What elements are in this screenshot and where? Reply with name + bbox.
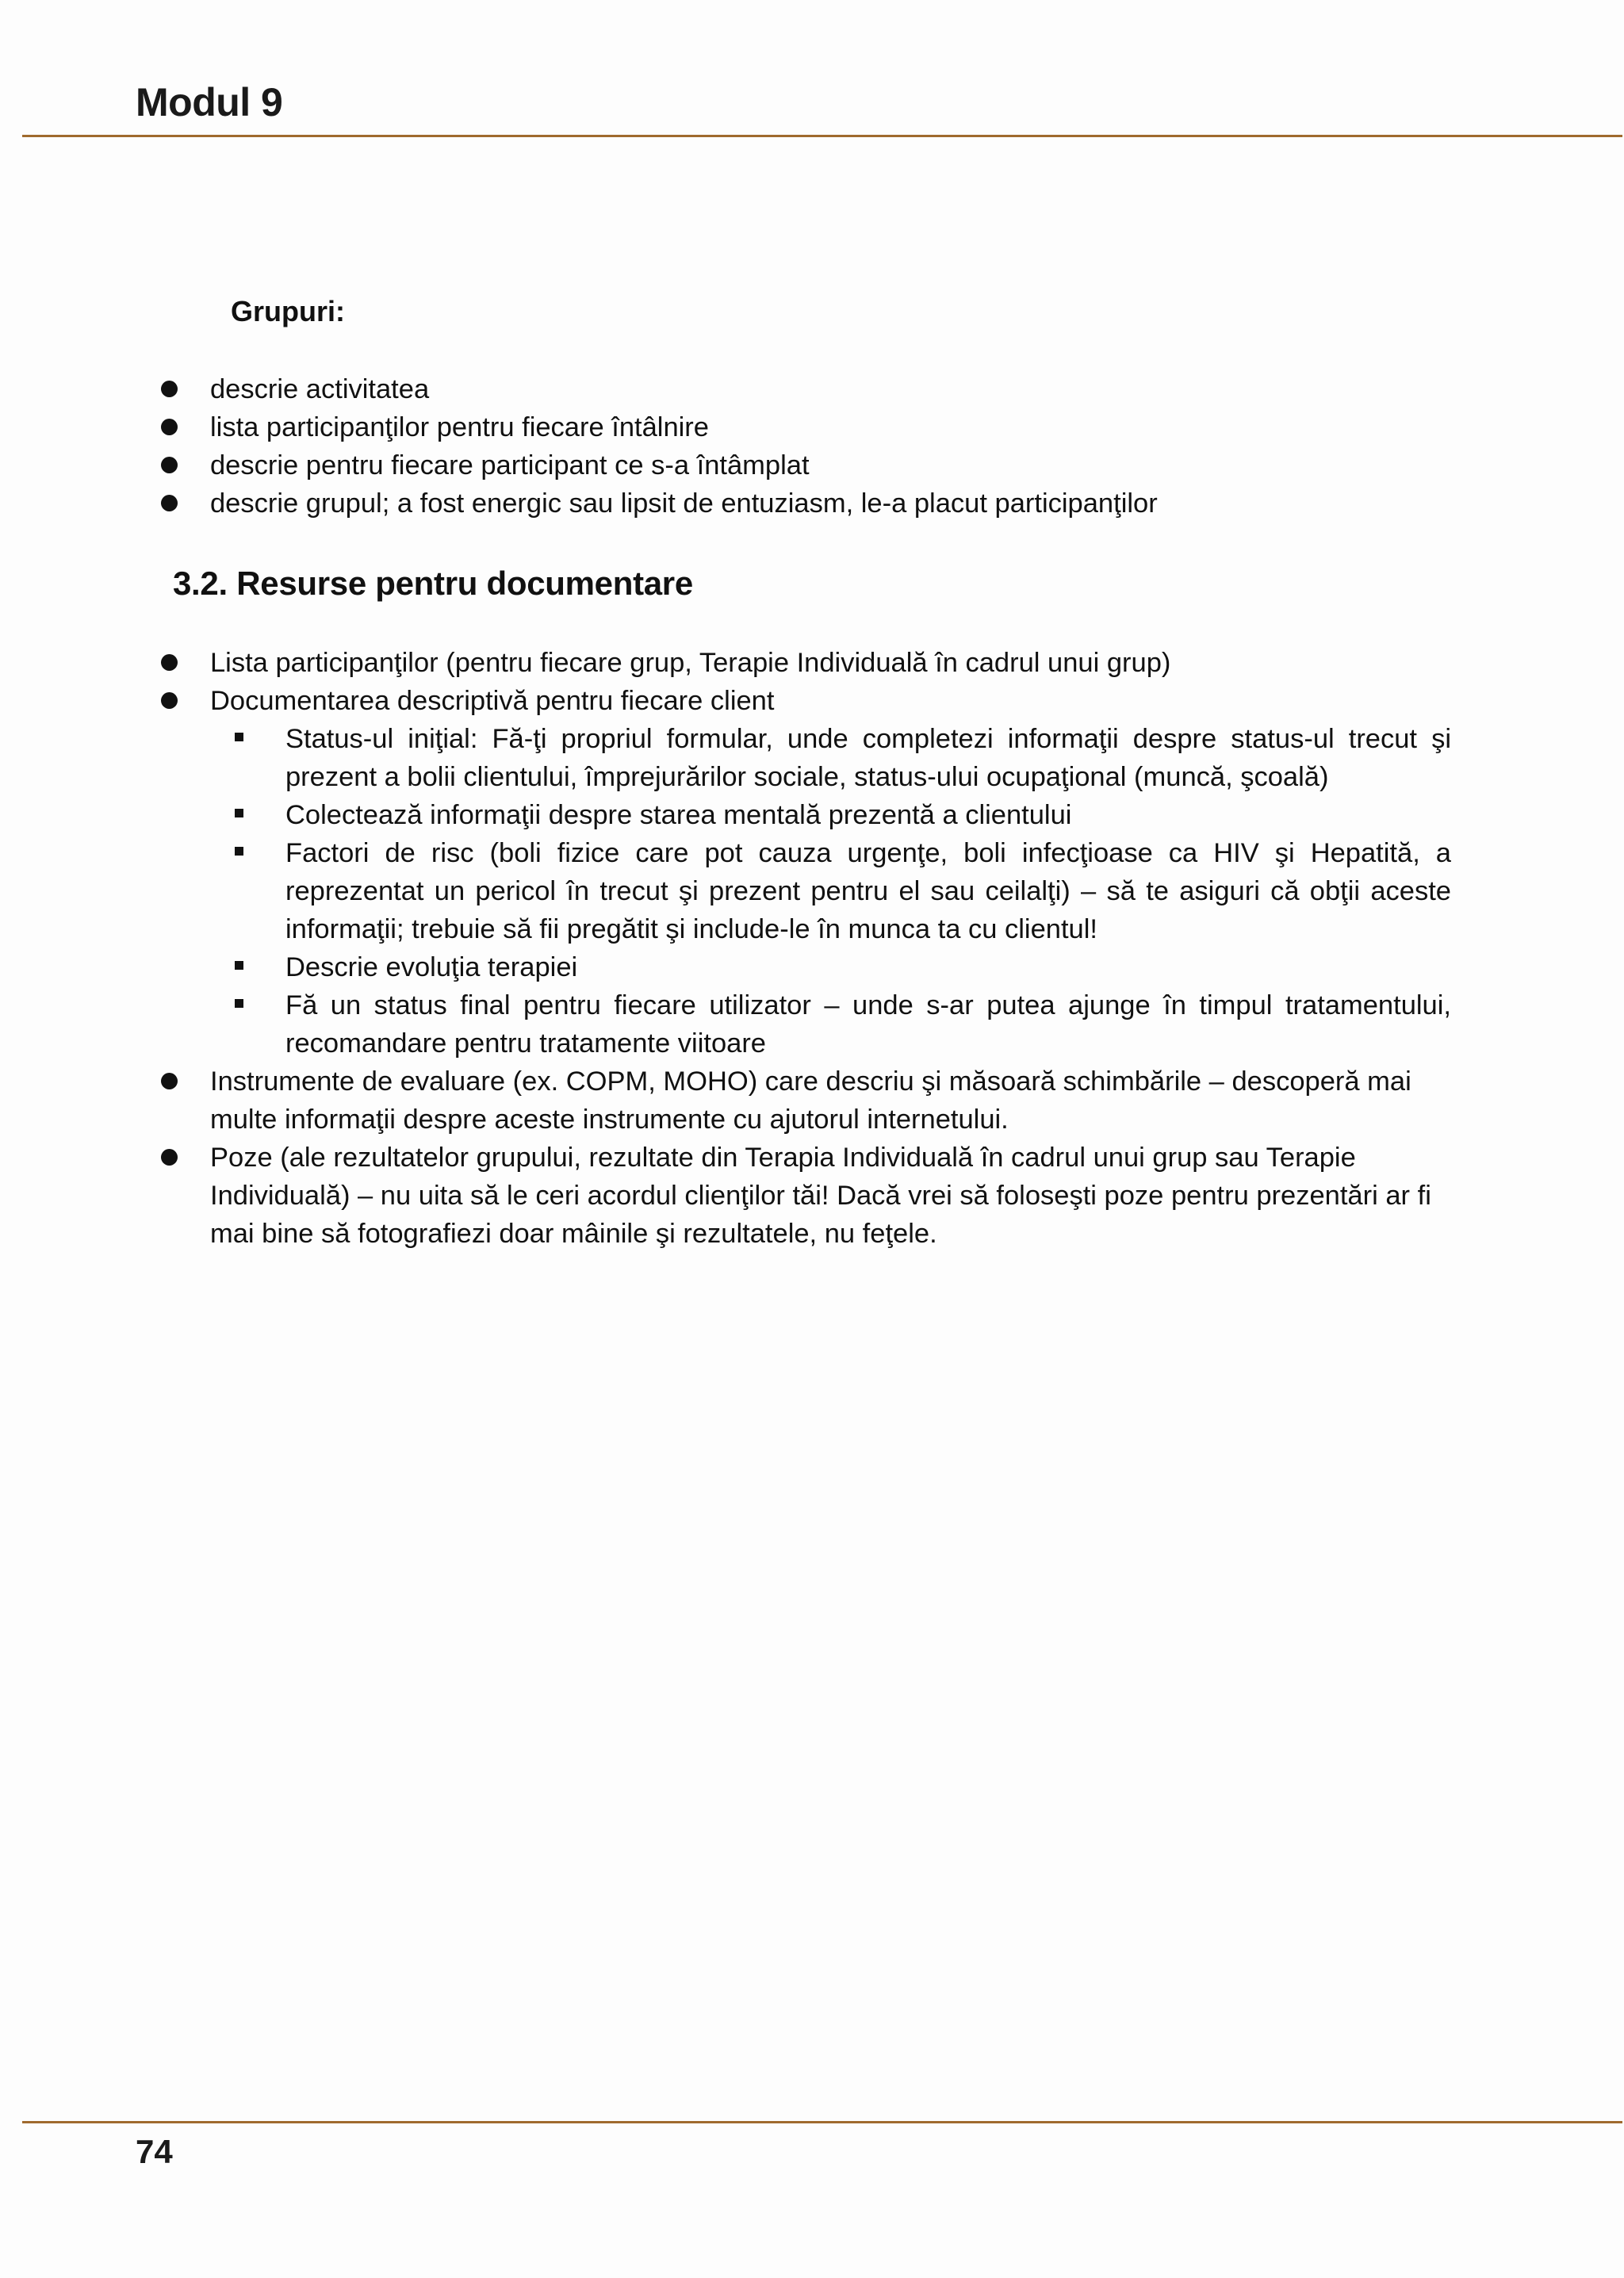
list-item [159,1139,1451,1253]
list-item-text: descrie activitatea [210,374,430,404]
bullet-square-icon [235,847,243,856]
list-item [159,682,1451,1062]
sublist-item-text: Colectează informaţii despre starea mentală prezentă a clientului [285,800,1072,830]
list-item-text: Instrumente de evaluare (ex. COPM, MOHO) care descriu şi măsoară schimbările – descoperă mai multe informaţii despre aceste instrumente cu ajutorul internetului. [210,1066,1411,1135]
list-item [159,644,1451,682]
sublist-item-text: Status-ul iniţial: Fă-ţi propriul formular, unde completezi informaţii despre status-ul trecut şi prezent a bolii clientului, împrejurărilor sociale, status-ului ocupaţional (muncă, şcoală) [285,724,1451,792]
bullet-dot-icon [161,654,178,671]
footer-rule [22,2121,1622,2123]
list-item [159,484,1451,523]
groups-heading: Grupuri: [231,295,345,327]
section-heading: 3.2. Resurse pentru documentare [173,565,693,602]
bullet-dot-icon [161,381,178,397]
bullet-square-icon [235,733,243,741]
list-item-text: descrie pentru fiecare participant ce s-a întâmplat [210,450,810,480]
header-rule [22,135,1622,137]
sublist-item [210,948,1451,986]
list-item [159,1062,1451,1139]
bullet-dot-icon [161,495,178,511]
bullet-square-icon [235,961,243,970]
sublist-item-text: Fă un status final pentru fiecare utilizator – unde s-ar putea ajunge în timpul tratamentului, recomandare pentru tratamente viitoare [285,990,1451,1059]
sublist-item [210,834,1451,948]
list-item-text: Poze (ale rezultatelor grupului, rezultate din Terapia Individuală în cadrul unui grup sau Terapie Individuală) – nu uita să le ceri acordul clienţilor tăi! Dacă vrei să foloseşti poze pentru prezentări ar fi mai bine să fotografiezi doar mâinile şi rezultatele, nu feţele. [210,1143,1431,1249]
page-number: 74 [136,2133,173,2170]
sublist-item-text: Factori de risc (boli fizice care pot cauza urgenţe, boli infecţioase ca HIV şi Hepatită, a reprezentat un pericol în trecut şi prezent pentru el sau ceilalţi) – să te asiguri că obţii aceste informaţii; trebuie să fii pregătit şi include-le în munca ta cu clientul! [285,838,1451,944]
bullet-square-icon [235,999,243,1008]
list-item [159,446,1451,484]
module-title: Modul 9 [136,80,283,124]
list-item-text: descrie grupul; a fost energic sau lipsit de entuziasm, le-a placut participanţilor [210,488,1158,519]
list-item [159,408,1451,446]
list-item-text: Lista participanţilor (pentru fiecare grup, Terapie Individuală în cadrul unui grup) [210,648,1171,678]
sublist-item-text: Descrie evoluţia terapiei [285,952,578,982]
list-item-text: lista participanţilor pentru fiecare întâlnire [210,412,709,442]
bullet-dot-icon [161,457,178,473]
bullet-dot-icon [161,692,178,709]
bullet-dot-icon [161,1073,178,1089]
list-item-text: Documentarea descriptivă pentru fiecare client [210,686,775,716]
documentation-sublist [210,720,1451,1062]
sublist-item [210,720,1451,796]
sublist-item [210,986,1451,1062]
bullet-dot-icon [161,1149,178,1166]
bullet-square-icon [235,809,243,817]
list-item [159,370,1451,408]
bullet-dot-icon [161,419,178,435]
sublist-item [210,796,1451,834]
resources-list [159,644,1451,1253]
groups-list [159,370,1451,523]
